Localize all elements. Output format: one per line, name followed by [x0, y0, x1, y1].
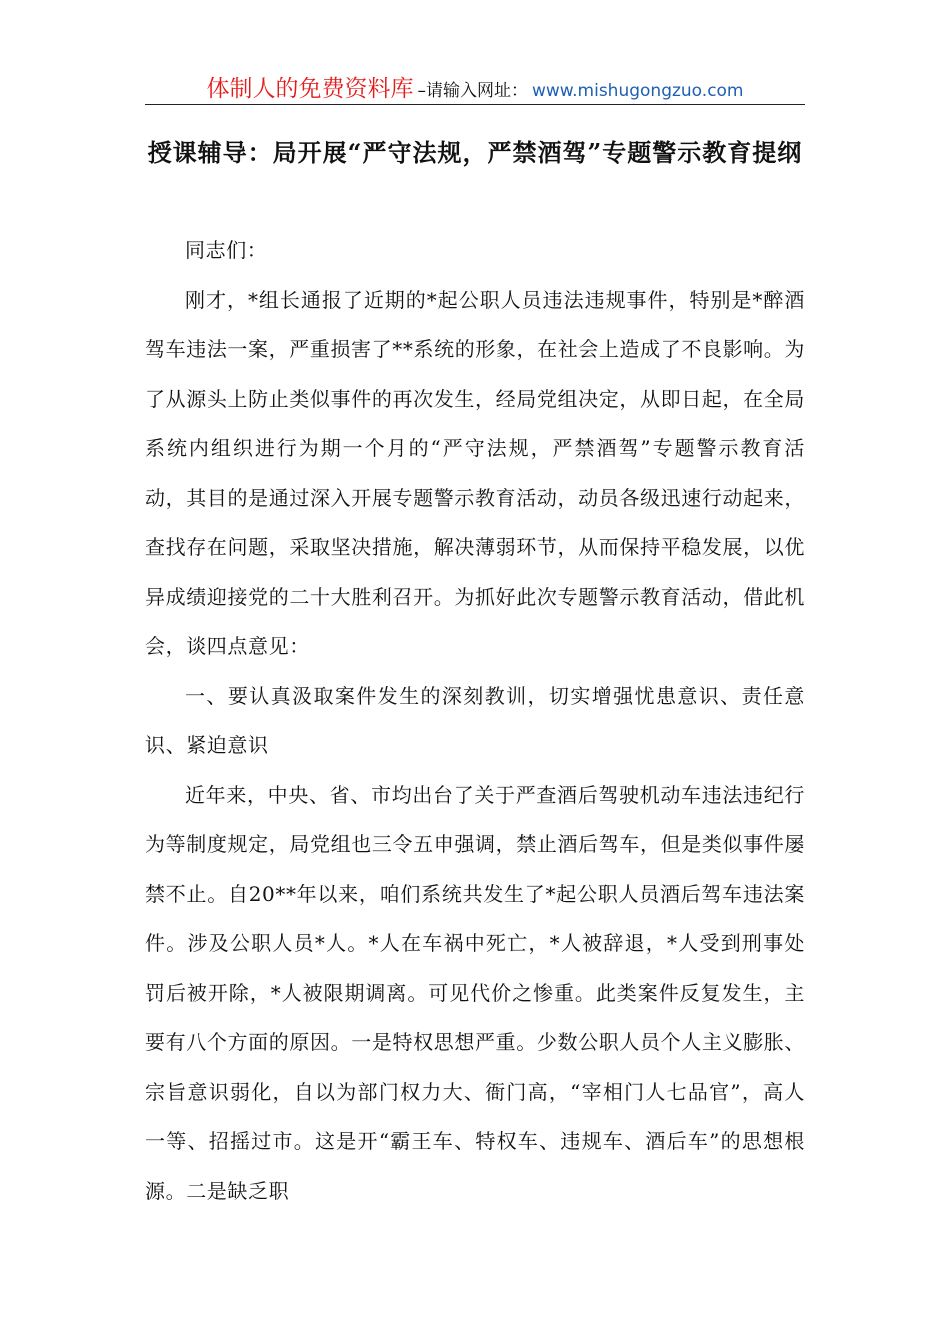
- section-1-paragraph: 近年来，中央、省、市均出台了关于严查酒后驾驶机动车违法违纪行为等制度规定，局党组也三令五申强调，禁止酒后驾车，但是类似事件屡禁不止。自20**年以来，咱们系统共发生了*起公职人员酒后驾车违法案件。涉及公职人员*人。*人在车祸中死亡，*人被辞退，*人受到刑事处罚后被开除，*人被限期调离。可见代价之惨重。此类案件反复发生，主要有八个方面的原因。一是特权思想严重。少数公职人员个人主义膨胀、宗旨意识弱化，自以为部门权力大、衙门高，“宰相门人七品官”，高人一等、招摇过市。这是开“霸王车、特权车、违规车、酒后车”的思想根源。二是缺乏职: [145, 782, 805, 1203]
- page-header: [145, 70, 805, 105]
- intro-paragraph: 刚才，*组长通报了近期的*起公职人员违法违规事件，特别是*醉酒驾车违法一案，严重损害了**系统的形象，在社会上造成了不良影响。为了从源头上防止类似事件的再次发生，经局党组决定，从即日起，在全局系统内组织进行为期一个月的“严守法规，严禁酒驾”专题警示教育活动，其目的是通过深入开展专题警示教育活动，动员各级迅速行动起来，查找存在问题，采取坚决措施，解决薄弱环节，从而保持平稳发展，以优异成绩迎接党的二十大胜利召开。为抓好此次专题警示教育活动，借此机会，谈四点意见：: [145, 287, 805, 658]
- header-prompt: –请输入网址：: [417, 81, 528, 101]
- salutation-paragraph: 同志们：: [185, 238, 268, 262]
- document-body: [145, 226, 805, 1216]
- header-url-link[interactable]: www.mishugongzuo.com: [531, 81, 744, 101]
- section-heading-1: 一、要认真汲取案件发生的深刻教训，切实增强忧患意识、责任意识、紧迫意识: [145, 683, 805, 757]
- document-title: 授课辅导：局开展“严守法规，严禁酒驾”专题警示教育提纲: [147, 138, 803, 167]
- header-brand: 体制人的免费资料库: [206, 76, 414, 102]
